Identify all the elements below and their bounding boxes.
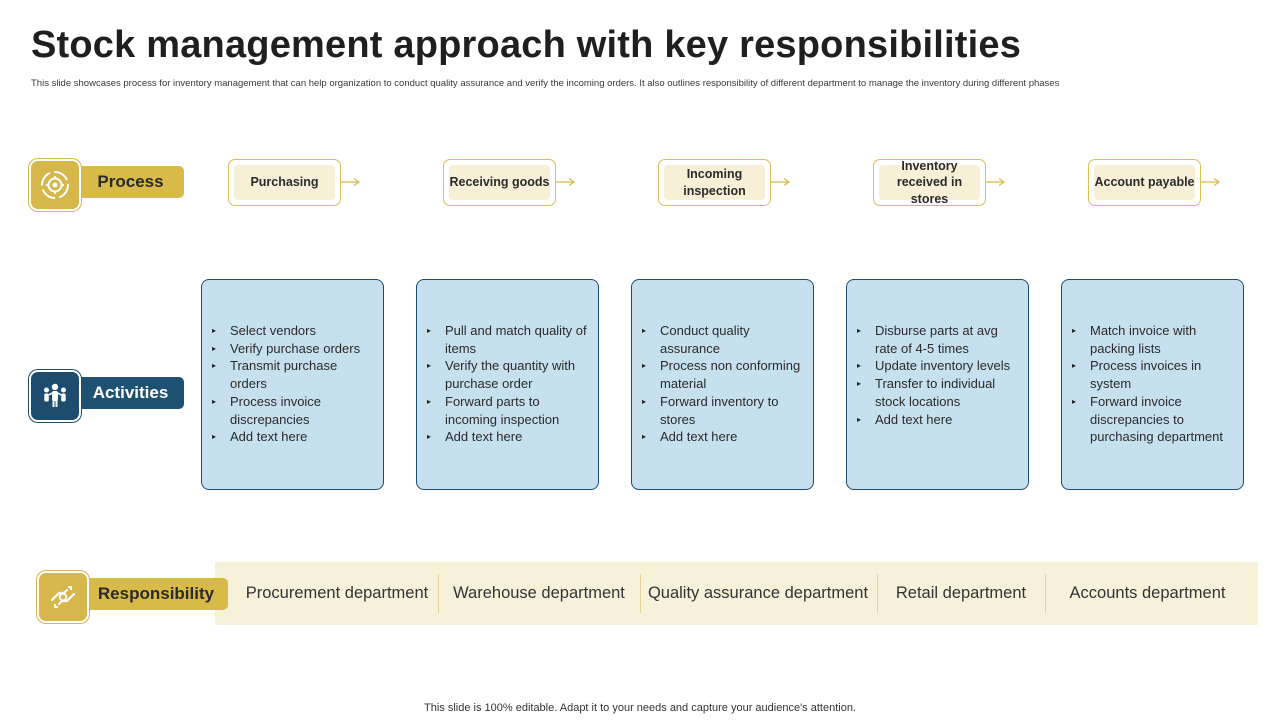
list-item: ▸ Add text here xyxy=(642,428,803,446)
process-step-account-payable xyxy=(1088,159,1201,206)
handshake-icon xyxy=(37,571,89,623)
divider xyxy=(1045,574,1046,613)
list-item: ▸ Disburse parts at avg rate of 4-5 times xyxy=(857,322,1018,357)
list-item: ▸ Match invoice with packing lists xyxy=(1072,322,1233,357)
list-item: ▸ Process non conforming material xyxy=(642,357,803,392)
department-warehouse: Warehouse department xyxy=(453,584,625,602)
page-title: Stock management approach with key responsibilities xyxy=(31,24,1022,66)
process-step-inventory-received xyxy=(873,159,986,206)
activities-row-title: Activities xyxy=(77,377,184,409)
process-step-purchasing xyxy=(228,159,341,206)
department-procurement: Procurement department xyxy=(245,584,429,602)
list-item: ▸ Transmit purchase orders xyxy=(212,357,373,392)
gear-cycle-icon xyxy=(29,159,81,211)
step-label: Account payable xyxy=(1094,165,1195,200)
list-item: ▸ Transfer to individual stock locations xyxy=(857,375,1018,410)
list-item: ▸ Add text here xyxy=(427,428,588,446)
activity-card-purchasing xyxy=(201,279,384,490)
activities-row-label xyxy=(29,370,185,418)
responsibility-row-label xyxy=(37,571,229,619)
list-item: ▸ Select vendors xyxy=(212,322,373,340)
list-item: ▸ Update inventory levels xyxy=(857,357,1018,375)
process-step-receiving-goods xyxy=(443,159,556,206)
process-row-title: Process xyxy=(77,166,184,198)
list-item: ▸ Forward parts to incoming inspection xyxy=(427,393,588,428)
list-item: ▸ Process invoice discrepancies xyxy=(212,393,373,428)
arrow-right-icon xyxy=(986,176,1006,188)
department-accounts: Accounts department xyxy=(1069,584,1226,602)
team-icon xyxy=(29,370,81,422)
arrow-right-icon xyxy=(556,176,576,188)
step-label: Receiving goods xyxy=(449,165,550,200)
list-item: ▸ Forward inventory to stores xyxy=(642,393,803,428)
arrow-right-icon xyxy=(771,176,791,188)
list-item: ▸ Verify the quantity with purchase order xyxy=(427,357,588,392)
arrow-right-icon xyxy=(341,176,361,188)
arrow-right-icon xyxy=(1201,176,1221,188)
step-label: Incoming inspection xyxy=(664,165,765,200)
divider xyxy=(640,574,641,613)
department-retail: Retail department xyxy=(895,584,1027,602)
page-subtitle: This slide showcases process for inventory management that can help organization to conduct quality assurance and verify the incoming orders. It also outlines responsibility of different department to manage the inventory during different phases xyxy=(31,78,1060,89)
process-row-label xyxy=(29,159,185,207)
divider xyxy=(877,574,878,613)
list-item: ▸ Conduct quality assurance xyxy=(642,322,803,357)
process-step-incoming-inspection xyxy=(658,159,771,206)
responsibility-row-title: Responsibility xyxy=(84,578,228,610)
list-item: ▸ Add text here xyxy=(857,411,1018,429)
divider xyxy=(438,574,439,613)
activity-card-accounts xyxy=(1061,279,1244,490)
activity-card-receiving xyxy=(416,279,599,490)
activity-card-inventory xyxy=(846,279,1029,490)
step-label: Purchasing xyxy=(234,165,335,200)
list-item: ▸ Verify purchase orders xyxy=(212,340,373,358)
activity-card-inspection xyxy=(631,279,814,490)
list-item: ▸ Add text here xyxy=(212,428,373,446)
step-label: Inventory received in stores xyxy=(879,165,980,200)
department-quality-assurance: Quality assurance department xyxy=(647,584,869,602)
list-item: ▸ Process invoices in system xyxy=(1072,357,1233,392)
list-item: ▸ Forward invoice discrepancies to purchasing department xyxy=(1072,393,1233,446)
footer-note: This slide is 100% editable. Adapt it to your needs and capture your audience's attention. xyxy=(424,702,856,714)
list-item: ▸ Pull and match quality of items xyxy=(427,322,588,357)
